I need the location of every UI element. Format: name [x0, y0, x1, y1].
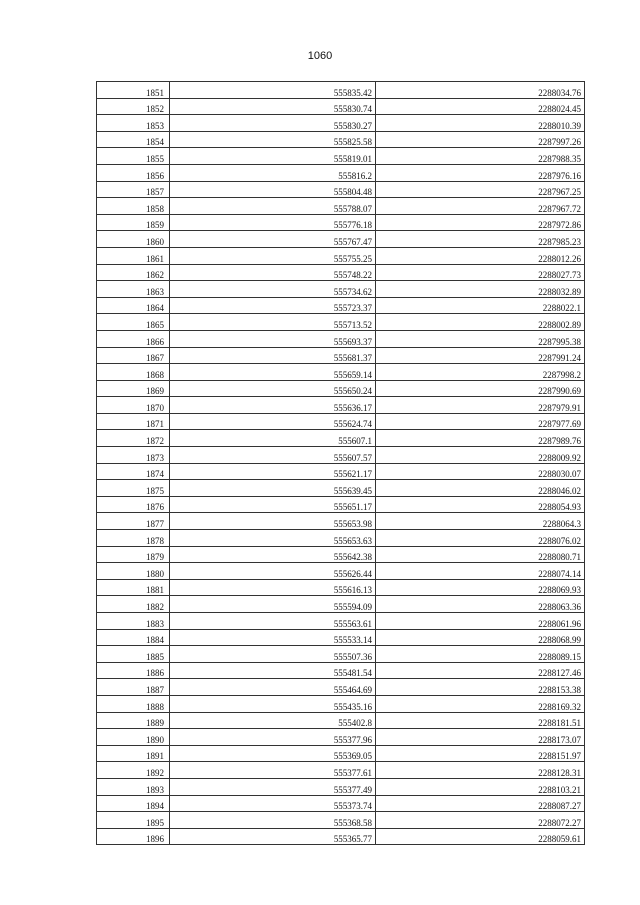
table-row: [97, 281, 585, 298]
table-row: [97, 98, 585, 115]
x-coordinate-cell: 555377.96: [170, 729, 376, 746]
table-row: [97, 413, 585, 430]
point-id-cell: 1865: [97, 314, 170, 331]
page-number: 1060: [307, 50, 333, 62]
y-coordinate-cell: 2288128.31: [376, 762, 585, 779]
x-coordinate-cell: 555734.62: [170, 281, 376, 298]
x-coordinate-cell: 555713.52: [170, 314, 376, 331]
y-coordinate-cell: 2288153.38: [376, 679, 585, 696]
point-id-cell: 1885: [97, 646, 170, 663]
point-id-cell: 1889: [97, 712, 170, 729]
x-coordinate-cell: 555659.14: [170, 364, 376, 381]
point-id-cell: 1864: [97, 297, 170, 314]
y-coordinate-cell: 2288151.97: [376, 745, 585, 762]
point-id-cell: 1853: [97, 115, 170, 132]
y-coordinate-cell: 2288024.45: [376, 98, 585, 115]
y-coordinate-cell: 2288061.96: [376, 613, 585, 630]
table-row: [97, 380, 585, 397]
y-coordinate-cell: 2288103.21: [376, 778, 585, 795]
table-row: [97, 214, 585, 231]
y-coordinate-cell: 2288054.93: [376, 496, 585, 513]
table-row: [97, 795, 585, 812]
table-row: [97, 347, 585, 364]
x-coordinate-cell: 555825.58: [170, 131, 376, 148]
x-coordinate-cell: 555653.63: [170, 530, 376, 547]
x-coordinate-cell: 555636.17: [170, 397, 376, 414]
point-id-cell: 1880: [97, 563, 170, 580]
point-id-cell: 1876: [97, 496, 170, 513]
point-id-cell: 1861: [97, 247, 170, 264]
table-row: [97, 662, 585, 679]
y-coordinate-cell: 2287972.86: [376, 214, 585, 231]
point-id-cell: 1877: [97, 513, 170, 530]
table-row: [97, 828, 585, 845]
y-coordinate-cell: 2288059.61: [376, 828, 585, 845]
x-coordinate-cell: 555748.22: [170, 264, 376, 281]
table-row: [97, 513, 585, 530]
table-row: [97, 164, 585, 181]
x-coordinate-cell: 555481.54: [170, 662, 376, 679]
point-id-cell: 1887: [97, 679, 170, 696]
x-coordinate-cell: 555373.74: [170, 795, 376, 812]
x-coordinate-cell: 555621.17: [170, 463, 376, 480]
table-row: [97, 364, 585, 381]
point-id-cell: 1852: [97, 98, 170, 115]
y-coordinate-cell: 2288010.39: [376, 115, 585, 132]
x-coordinate-cell: 555642.38: [170, 546, 376, 563]
y-coordinate-cell: 2288027.73: [376, 264, 585, 281]
x-coordinate-cell: 555368.58: [170, 812, 376, 829]
x-coordinate-cell: 555377.49: [170, 778, 376, 795]
table-row: [97, 314, 585, 331]
x-coordinate-cell: 555624.74: [170, 413, 376, 430]
table-row: [97, 596, 585, 613]
y-coordinate-cell: 2287985.23: [376, 231, 585, 248]
x-coordinate-cell: 555788.07: [170, 198, 376, 215]
x-coordinate-cell: 555693.37: [170, 330, 376, 347]
x-coordinate-cell: 555369.05: [170, 745, 376, 762]
table-row: [97, 115, 585, 132]
coordinates-table: [96, 81, 585, 845]
table-row: [97, 131, 585, 148]
y-coordinate-cell: 2288063.36: [376, 596, 585, 613]
y-coordinate-cell: 2288173.07: [376, 729, 585, 746]
y-coordinate-cell: 2288034.76: [376, 82, 585, 99]
x-coordinate-cell: 555723.37: [170, 297, 376, 314]
point-id-cell: 1893: [97, 778, 170, 795]
x-coordinate-cell: 555819.01: [170, 148, 376, 165]
x-coordinate-cell: 555377.61: [170, 762, 376, 779]
x-coordinate-cell: 555607.1: [170, 430, 376, 447]
y-coordinate-cell: 2287977.69: [376, 413, 585, 430]
x-coordinate-cell: 555776.18: [170, 214, 376, 231]
point-id-cell: 1856: [97, 164, 170, 181]
x-coordinate-cell: 555767.47: [170, 231, 376, 248]
table-row: [97, 745, 585, 762]
x-coordinate-cell: 555616.13: [170, 579, 376, 596]
point-id-cell: 1855: [97, 148, 170, 165]
point-id-cell: 1873: [97, 447, 170, 464]
y-coordinate-cell: 2288074.14: [376, 563, 585, 580]
x-coordinate-cell: 555830.27: [170, 115, 376, 132]
y-coordinate-cell: 2288169.32: [376, 695, 585, 712]
point-id-cell: 1896: [97, 828, 170, 845]
point-id-cell: 1892: [97, 762, 170, 779]
point-id-cell: 1878: [97, 530, 170, 547]
point-id-cell: 1868: [97, 364, 170, 381]
point-id-cell: 1866: [97, 330, 170, 347]
table-row: [97, 778, 585, 795]
x-coordinate-cell: 555435.16: [170, 695, 376, 712]
y-coordinate-cell: 2288068.99: [376, 629, 585, 646]
y-coordinate-cell: 2288072.27: [376, 812, 585, 829]
y-coordinate-cell: 2288002.89: [376, 314, 585, 331]
table-row: [97, 812, 585, 829]
y-coordinate-cell: 2288046.02: [376, 480, 585, 497]
point-id-cell: 1869: [97, 380, 170, 397]
y-coordinate-cell: 2288022.1: [376, 297, 585, 314]
x-coordinate-cell: 555650.24: [170, 380, 376, 397]
y-coordinate-cell: 2287990.69: [376, 380, 585, 397]
y-coordinate-cell: 2287991.24: [376, 347, 585, 364]
table-row: [97, 695, 585, 712]
table-row: [97, 480, 585, 497]
y-coordinate-cell: 2287989.76: [376, 430, 585, 447]
table-row: [97, 430, 585, 447]
point-id-cell: 1854: [97, 131, 170, 148]
point-id-cell: 1875: [97, 480, 170, 497]
table-row: [97, 712, 585, 729]
y-coordinate-cell: 2288089.15: [376, 646, 585, 663]
point-id-cell: 1883: [97, 613, 170, 630]
point-id-cell: 1863: [97, 281, 170, 298]
x-coordinate-cell: 555594.09: [170, 596, 376, 613]
table-row: [97, 297, 585, 314]
x-coordinate-cell: 555835.42: [170, 82, 376, 99]
table-row: [97, 198, 585, 215]
point-id-cell: 1870: [97, 397, 170, 414]
y-coordinate-cell: 2287988.35: [376, 148, 585, 165]
point-id-cell: 1860: [97, 231, 170, 248]
y-coordinate-cell: 2288030.07: [376, 463, 585, 480]
y-coordinate-cell: 2287997.26: [376, 131, 585, 148]
table-row: [97, 546, 585, 563]
table-row: [97, 646, 585, 663]
x-coordinate-cell: 555626.44: [170, 563, 376, 580]
table-row: [97, 397, 585, 414]
x-coordinate-cell: 555804.48: [170, 181, 376, 198]
point-id-cell: 1871: [97, 413, 170, 430]
table-row: [97, 181, 585, 198]
point-id-cell: 1874: [97, 463, 170, 480]
y-coordinate-cell: 2288064.3: [376, 513, 585, 530]
table-row: [97, 247, 585, 264]
table-row: [97, 679, 585, 696]
table-row: [97, 264, 585, 281]
y-coordinate-cell: 2288080.71: [376, 546, 585, 563]
table-row: [97, 613, 585, 630]
point-id-cell: 1881: [97, 579, 170, 596]
x-coordinate-cell: 555830.74: [170, 98, 376, 115]
y-coordinate-cell: 2288032.89: [376, 281, 585, 298]
y-coordinate-cell: 2287976.16: [376, 164, 585, 181]
point-id-cell: 1862: [97, 264, 170, 281]
point-id-cell: 1851: [97, 82, 170, 99]
point-id-cell: 1890: [97, 729, 170, 746]
x-coordinate-cell: 555507.36: [170, 646, 376, 663]
x-coordinate-cell: 555464.69: [170, 679, 376, 696]
x-coordinate-cell: 555755.25: [170, 247, 376, 264]
y-coordinate-cell: 2287998.2: [376, 364, 585, 381]
x-coordinate-cell: 555816.2: [170, 164, 376, 181]
point-id-cell: 1894: [97, 795, 170, 812]
table-row: [97, 496, 585, 513]
y-coordinate-cell: 2287967.25: [376, 181, 585, 198]
point-id-cell: 1857: [97, 181, 170, 198]
x-coordinate-cell: 555607.57: [170, 447, 376, 464]
point-id-cell: 1858: [97, 198, 170, 215]
y-coordinate-cell: 2288127.46: [376, 662, 585, 679]
table-row: [97, 148, 585, 165]
table-row: [97, 530, 585, 547]
point-id-cell: 1867: [97, 347, 170, 364]
table-row: [97, 563, 585, 580]
y-coordinate-cell: 2288087.27: [376, 795, 585, 812]
point-id-cell: 1888: [97, 695, 170, 712]
x-coordinate-cell: 555653.98: [170, 513, 376, 530]
y-coordinate-cell: 2288012.26: [376, 247, 585, 264]
point-id-cell: 1886: [97, 662, 170, 679]
table-row: [97, 729, 585, 746]
point-id-cell: 1895: [97, 812, 170, 829]
y-coordinate-cell: 2287967.72: [376, 198, 585, 215]
x-coordinate-cell: 555365.77: [170, 828, 376, 845]
table-row: [97, 330, 585, 347]
point-id-cell: 1872: [97, 430, 170, 447]
table-row: [97, 629, 585, 646]
table-row: [97, 447, 585, 464]
y-coordinate-cell: 2288181.51: [376, 712, 585, 729]
point-id-cell: 1884: [97, 629, 170, 646]
point-id-cell: 1859: [97, 214, 170, 231]
table-row: [97, 463, 585, 480]
x-coordinate-cell: 555651.17: [170, 496, 376, 513]
y-coordinate-cell: 2287979.91: [376, 397, 585, 414]
table-row: [97, 762, 585, 779]
point-id-cell: 1879: [97, 546, 170, 563]
table-row: [97, 82, 585, 99]
table-row: [97, 579, 585, 596]
point-id-cell: 1882: [97, 596, 170, 613]
y-coordinate-cell: 2288076.02: [376, 530, 585, 547]
coordinates-table-body: [97, 82, 585, 845]
x-coordinate-cell: 555563.61: [170, 613, 376, 630]
y-coordinate-cell: 2288009.92: [376, 447, 585, 464]
y-coordinate-cell: 2287995.38: [376, 330, 585, 347]
point-id-cell: 1891: [97, 745, 170, 762]
y-coordinate-cell: 2288069.93: [376, 579, 585, 596]
x-coordinate-cell: 555533.14: [170, 629, 376, 646]
x-coordinate-cell: 555402.8: [170, 712, 376, 729]
x-coordinate-cell: 555681.37: [170, 347, 376, 364]
table-row: [97, 231, 585, 248]
x-coordinate-cell: 555639.45: [170, 480, 376, 497]
